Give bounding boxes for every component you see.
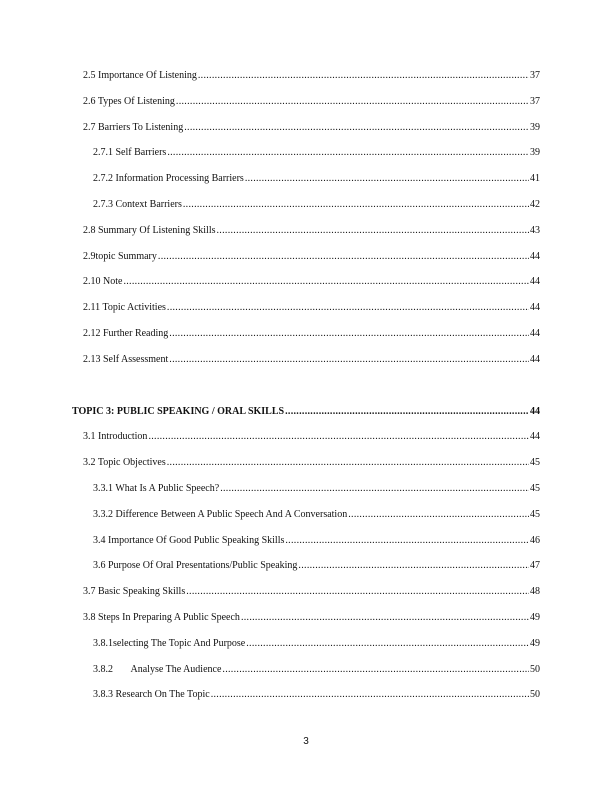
dot-leader bbox=[246, 638, 529, 649]
toc-entry-label: 3.4 Importance Of Good Public Speaking Skills bbox=[93, 534, 285, 546]
toc-entry-label: TOPIC 3: PUBLIC SPEAKING / ORAL SKILLS bbox=[72, 405, 285, 417]
toc-entry-page: 50 bbox=[530, 689, 540, 701]
toc-entry-page: 44 bbox=[530, 431, 540, 443]
toc-topic-heading[interactable] bbox=[72, 406, 540, 432]
toc-entry-label: 2.7.2 Information Processing Barriers bbox=[93, 173, 244, 185]
toc-entry-label: 3.8 Steps In Preparing A Public Speech bbox=[83, 611, 240, 623]
toc-entry[interactable] bbox=[72, 276, 540, 302]
toc-entry-label: 3.8.2 Analyse The Audience bbox=[93, 663, 222, 675]
toc-entry-page: 37 bbox=[530, 95, 540, 107]
dot-leader bbox=[176, 96, 529, 107]
toc-entry[interactable] bbox=[72, 122, 540, 148]
dot-leader bbox=[211, 689, 529, 700]
toc-entry-page: 39 bbox=[530, 147, 540, 159]
dot-leader bbox=[186, 586, 529, 597]
dot-leader bbox=[123, 276, 529, 287]
toc-entry-page: 44 bbox=[530, 302, 540, 314]
dot-leader bbox=[222, 664, 529, 675]
toc-entry-page: 45 bbox=[530, 457, 540, 469]
toc-entry-page: 41 bbox=[530, 173, 540, 185]
dot-leader bbox=[298, 560, 529, 571]
toc-entry[interactable] bbox=[72, 586, 540, 612]
toc-entry-label: 2.7.3 Context Barriers bbox=[93, 198, 182, 210]
toc-entry[interactable] bbox=[72, 302, 540, 328]
toc-entry-label: 3.6 Purpose Of Oral Presentations/Public Speaking bbox=[93, 560, 298, 572]
dot-leader bbox=[285, 406, 529, 417]
toc-entry-label: 3.1 Introduction bbox=[83, 431, 148, 443]
toc-entry[interactable] bbox=[72, 199, 540, 225]
toc-entry[interactable] bbox=[72, 70, 540, 96]
dot-leader bbox=[167, 302, 529, 313]
toc-entry-page: 44 bbox=[530, 250, 540, 262]
toc-entry[interactable] bbox=[72, 509, 540, 535]
dot-leader bbox=[167, 457, 529, 468]
toc-entry-label: 2.10 Note bbox=[83, 276, 123, 288]
toc-entry-label: 2.6 Types Of Listening bbox=[83, 95, 175, 107]
toc-entry-label: 3.3.2 Difference Between A Public Speech And A Conversation bbox=[93, 508, 348, 520]
toc-entry[interactable] bbox=[72, 173, 540, 199]
toc-entry-page: 46 bbox=[530, 534, 540, 546]
toc-entry-label: 3.8.1selecting The Topic And Purpose bbox=[93, 637, 246, 649]
dot-leader bbox=[158, 251, 529, 262]
dot-leader bbox=[348, 509, 529, 520]
toc-entry-page: 49 bbox=[530, 611, 540, 623]
dot-leader bbox=[241, 612, 529, 623]
dot-leader bbox=[167, 147, 529, 158]
dot-leader bbox=[220, 483, 529, 494]
dot-leader bbox=[184, 122, 529, 133]
page-number: 3 bbox=[303, 736, 309, 747]
dot-leader bbox=[217, 225, 530, 236]
dot-leader bbox=[245, 173, 529, 184]
toc-entry-label: 3.8.3 Research On The Topic bbox=[93, 689, 210, 701]
toc-entry-page: 44 bbox=[530, 276, 540, 288]
toc-entry-page: 44 bbox=[530, 405, 540, 417]
toc-entry[interactable] bbox=[72, 689, 540, 715]
toc-entry[interactable] bbox=[72, 612, 540, 638]
toc-entry-page: 42 bbox=[530, 198, 540, 210]
toc-entry[interactable] bbox=[72, 147, 540, 173]
toc-entry-page: 39 bbox=[530, 121, 540, 133]
toc-entry[interactable] bbox=[72, 483, 540, 509]
toc-entry[interactable] bbox=[72, 431, 540, 457]
toc-entry-label: 3.7 Basic Speaking Skills bbox=[83, 586, 186, 598]
toc-entry-label: 2.12 Further Reading bbox=[83, 327, 169, 339]
toc-entry-label: 2.7.1 Self Barriers bbox=[93, 147, 167, 159]
toc-entry[interactable] bbox=[72, 225, 540, 251]
toc-entry[interactable] bbox=[72, 664, 540, 690]
toc-entry[interactable] bbox=[72, 251, 540, 277]
dot-leader bbox=[148, 431, 529, 442]
toc-entry-label: 3.3.1 What Is A Public Speech? bbox=[93, 482, 220, 494]
dot-leader bbox=[285, 535, 529, 546]
toc-entry[interactable] bbox=[72, 354, 540, 380]
toc-entry-label: 2.8 Summary Of Listening Skills bbox=[83, 224, 216, 236]
toc-entry-page: 44 bbox=[530, 327, 540, 339]
toc-entry[interactable] bbox=[72, 96, 540, 122]
toc-entry-label: 2.9topic Summary bbox=[83, 250, 157, 262]
toc-entry-page: 50 bbox=[530, 663, 540, 675]
toc-entry-page: 45 bbox=[530, 482, 540, 494]
toc-entry-label: 2.5 Importance Of Listening bbox=[83, 70, 197, 81]
toc-entry-label: 2.13 Self Assessment bbox=[83, 353, 169, 365]
toc-entry-page: 48 bbox=[530, 586, 540, 598]
toc-entry[interactable] bbox=[72, 560, 540, 586]
toc-entry[interactable] bbox=[72, 638, 540, 664]
toc-entry-label: 3.2 Topic Objectives bbox=[83, 457, 166, 469]
toc-entry-page: 37 bbox=[530, 70, 540, 81]
table-of-contents bbox=[72, 70, 540, 715]
toc-entry[interactable] bbox=[72, 457, 540, 483]
toc-entry-page: 49 bbox=[530, 637, 540, 649]
toc-entry-label: 2.7 Barriers To Listening bbox=[83, 121, 184, 133]
dot-leader bbox=[183, 199, 529, 210]
toc-entry-page: 45 bbox=[530, 508, 540, 520]
toc-entry[interactable] bbox=[72, 535, 540, 561]
toc-entry[interactable] bbox=[72, 328, 540, 354]
toc-entry-page: 47 bbox=[530, 560, 540, 572]
toc-entry-page: 44 bbox=[530, 353, 540, 365]
dot-leader bbox=[198, 70, 529, 81]
dot-leader bbox=[169, 328, 529, 339]
toc-entry-label: 2.11 Topic Activities bbox=[83, 302, 166, 314]
toc-entry-page: 43 bbox=[530, 224, 540, 236]
dot-leader bbox=[169, 354, 529, 365]
